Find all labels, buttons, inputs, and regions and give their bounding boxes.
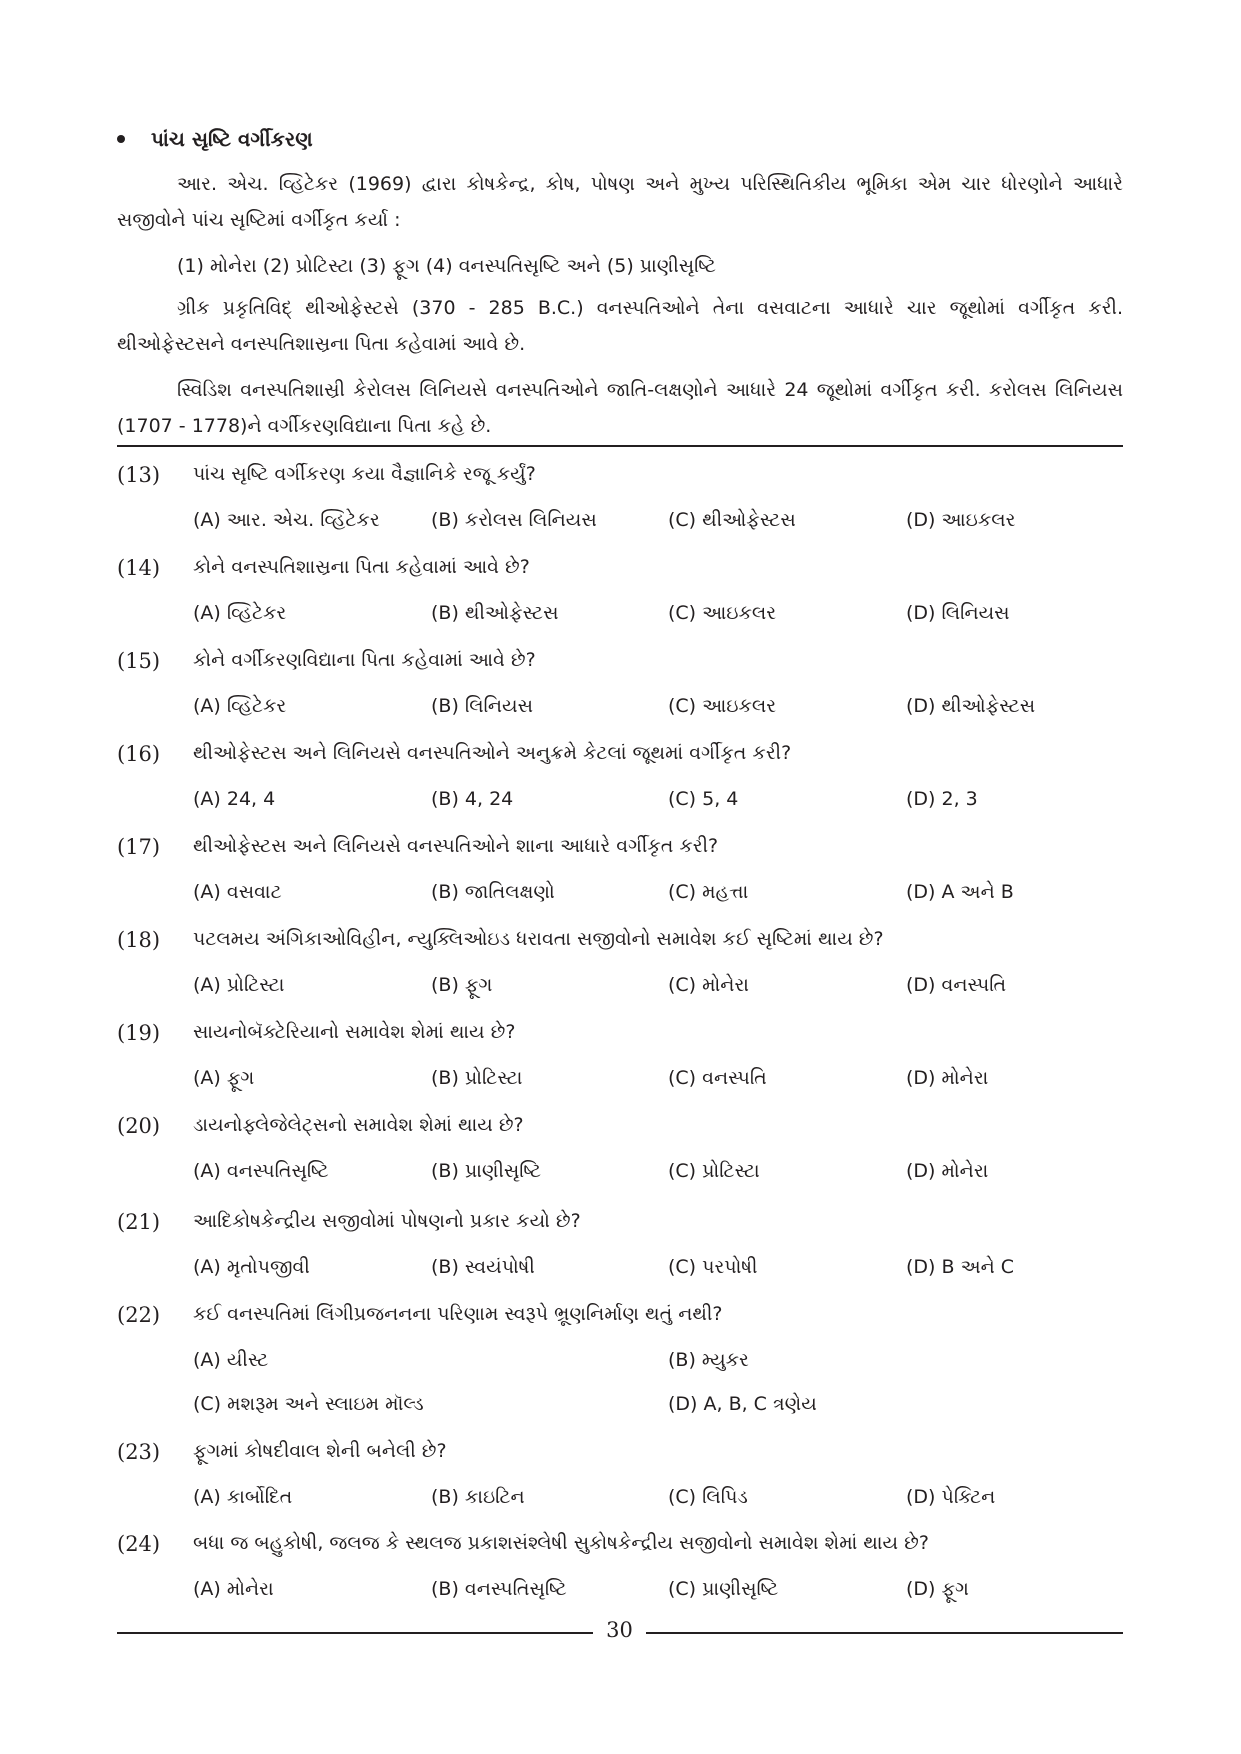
option-d: (D) મોનેરા: [906, 1160, 989, 1182]
option-d: (D) વનસ્પતિ: [906, 974, 1007, 996]
option-a: (A) વ્હિટેકર: [193, 695, 287, 717]
option-d: (D) પેક્ટિન: [906, 1486, 996, 1508]
option-c: (C) આઇકલર: [668, 695, 777, 717]
question-22: [117, 1303, 1123, 1439]
option-a: (A) મૃતોપજીવી: [193, 1256, 310, 1278]
question-18: [117, 928, 1123, 1020]
option-c: (C) મહત્તા: [668, 881, 749, 903]
option-a: (A) 24, 4: [193, 788, 276, 810]
question-text: સાયનોબૅક્ટેરિયાનો સમાવેશ શેમાં થાય છે?: [193, 1021, 516, 1043]
question-number: (17): [117, 835, 161, 859]
option-d: (D) A, B, C ત્રણેય: [668, 1393, 817, 1415]
option-a: (A) ફૂગ: [193, 1067, 255, 1089]
option-b: (B) જાતિલક્ષણો: [431, 881, 555, 903]
question-number: (16): [117, 742, 161, 766]
question-text: ડાયનોફ્લેજેલેટ્સનો સમાવેશ શેમાં થાય છે?: [193, 1114, 524, 1136]
option-d: (D) લિનિયસ: [906, 602, 1010, 624]
option-c: (C) પ્રોટિસ્ટા: [668, 1160, 760, 1182]
option-c: (C) મોનેરા: [668, 974, 749, 996]
option-c: (C) થીઓફેસ્ટસ: [668, 509, 796, 531]
question-text: પાંચ સૃષ્ટિ વર્ગીકરણ કયા વૈજ્ઞાનિકે રજૂ કર્યું?: [193, 463, 536, 485]
question-14: [117, 556, 1123, 648]
option-d: (D) 2, 3: [906, 788, 978, 810]
question-17: [117, 835, 1123, 927]
option-b: (B) વનસ્પતિસૃષ્ટિ: [431, 1578, 567, 1600]
option-a: (A) મોનેરા: [193, 1578, 274, 1600]
question-text: થીઓફેસ્ટસ અને લિનિયસે વનસ્પતિઓને શાના આધારે વર્ગીકૃત કરી?: [193, 835, 719, 857]
question-16: [117, 742, 1123, 834]
option-b: (B) સ્વયંપોષી: [431, 1256, 535, 1278]
option-a: (A) વનસ્પતિસૃષ્ટિ: [193, 1160, 329, 1182]
option-c: (C) વનસ્પતિ: [668, 1067, 767, 1089]
option-c: (C) આઇકલર: [668, 602, 777, 624]
question-text: ફૂગમાં કોષદીવાલ શેની બનેલી છે?: [193, 1440, 447, 1462]
option-b: (B) કરોલસ લિનિયસ: [431, 509, 597, 531]
option-a: (A) વ્હિટેકર: [193, 602, 287, 624]
paragraph-whittaker: આર. એચ. વ્હિટેકર (1969) દ્વારા કોષકેન્દ્ર, કોષ, પોષણ અને મુખ્ય પરિસ્થિતિકીય ભૂમિકા એમ ચાર ધોરણોને આધારે સજીવોને પાંચ સૃષ્ટિમાં વર્ગીકૃત કર્યા :: [117, 173, 1123, 231]
option-b: (B) 4, 24: [431, 788, 514, 810]
option-b: (B) પ્રાણીસૃષ્ટિ: [431, 1160, 542, 1182]
option-b: (B) લિનિયસ: [431, 695, 533, 717]
question-number: (15): [117, 649, 161, 673]
option-c: (C) લિપિડ: [668, 1486, 748, 1508]
question-number: (18): [117, 928, 161, 952]
question-15: [117, 649, 1123, 741]
question-text: કોને વનસ્પતિશાસ્રના પિતા કહેવામાં આવે છે?: [193, 556, 530, 578]
paragraph-linnaeus: સ્વિડિશ વનસ્પતિશાસ્રી કેરોલસ લિનિયસે વનસ્પતિઓને જાતિ-લક્ષણોને આધારે 24 જૂથોમાં વર્ગીકૃત કરી. કરોલસ લિનિયસ (1707 - 1778)ને વર્ગીકરણવિદ્યાના પિતા કહે છે.: [117, 379, 1123, 437]
question-text: પટલમય અંગિકાઓવિહીન, ન્યુક્લિઓઇડ ધરાવતા સજીવોનો સમાવેશ કઈ સૃષ્ટિમાં થાય છે?: [193, 928, 884, 950]
option-d: (D) આઇકલર: [906, 509, 1016, 531]
option-c: (C) મશરૂમ અને સ્લાઇમ મૉલ્ડ: [193, 1393, 424, 1415]
option-b: (B) થીઓફેસ્ટસ: [431, 602, 559, 624]
option-a: (A) વસવાટ: [193, 881, 282, 903]
option-a: (A) યીસ્ટ: [193, 1349, 269, 1371]
question-23: [117, 1440, 1123, 1532]
option-d: (D) મોનેરા: [906, 1067, 989, 1089]
option-d: (D) A અને B: [906, 881, 1014, 903]
option-b: (B) ફૂગ: [431, 974, 493, 996]
question-20: [117, 1114, 1123, 1206]
question-text: થીઓફેસ્ટસ અને લિનિયસે વનસ્પતિઓને અનુક્રમે કેટલાં જૂથમાં વર્ગીકૃત કરી?: [193, 742, 792, 764]
question-text: આદિકોષકેન્દ્રીય સજીવોમાં પોષણનો પ્રકાર કયો છે?: [193, 1210, 581, 1232]
question-number: (21): [117, 1210, 161, 1234]
question-number: (14): [117, 556, 161, 580]
bullet-icon: [117, 135, 125, 143]
question-19: [117, 1021, 1123, 1113]
question-text: બધા જ બહુકોષી, જલજ કે સ્થલજ પ્રકાશસંશ્લેષી સુકોષકેન્દ્રીય સજીવોનો સમાવેશ શેમાં થાય છે?: [193, 1532, 929, 1554]
question-text: કઈ વનસ્પતિમાં લિંગીપ્રજનનના પરિણામ સ્વરૂપે ભ્રૂણનિર્માણ થતું નથી?: [193, 1303, 723, 1325]
question-number: (20): [117, 1114, 161, 1138]
section-heading: [117, 127, 313, 151]
option-a: (A) પ્રોટિસ્ટા: [193, 974, 285, 996]
page-number: 30: [606, 1618, 633, 1642]
footer-rule-left: [117, 1632, 593, 1634]
question-21: [117, 1210, 1123, 1302]
option-d: (D) B અને C: [906, 1256, 1015, 1278]
section-divider: [117, 445, 1123, 447]
question-number: (13): [117, 463, 161, 487]
option-d: (D) થીઓફેસ્ટસ: [906, 695, 1036, 717]
option-c: (C) પ્રાણીસૃષ્ટિ: [668, 1578, 779, 1600]
question-13: [117, 463, 1123, 555]
option-c: (C) પરપોષી: [668, 1256, 758, 1278]
option-b: (B) મ્યુકર: [668, 1349, 749, 1371]
option-a: (A) કાર્બોદિત: [193, 1486, 293, 1508]
option-c: (C) 5, 4: [668, 788, 739, 810]
paragraph-theophrastus: ગ્રીક પ્રકૃતિવિદ્ થીઓફેસ્ટસે (370 - 285 B.C.) વનસ્પતિઓને તેના વસવાટના આધારે ચાર જૂથોમાં વર્ગીકૃત કરી. થીઓફેસ્ટસને વનસ્પતિશાસ્રના પિતા કહેવામાં આવે છે.: [117, 297, 1123, 355]
question-number: (23): [117, 1440, 161, 1464]
section-heading-text: પાંચ સૃષ્ટિ વર્ગીકરણ: [151, 127, 313, 151]
paragraph-kingdoms: (1) મોનેરા (2) પ્રોટિસ્ટા (3) ફૂગ (4) વનસ્પતિસૃષ્ટિ અને (5) પ્રાણીસૃષ્ટિ: [177, 255, 716, 277]
option-b: (B) પ્રોટિસ્ટા: [431, 1067, 523, 1089]
option-a: (A) આર. એચ. વ્હિટેકર: [193, 509, 380, 531]
question-number: (22): [117, 1303, 161, 1327]
question-text: કોને વર્ગીકરણવિદ્યાના પિતા કહેવામાં આવે છે?: [193, 649, 536, 671]
footer-rule-right: [646, 1632, 1123, 1634]
option-b: (B) કાઇટિન: [431, 1486, 525, 1508]
question-24: [117, 1532, 1123, 1624]
question-number: (19): [117, 1021, 161, 1045]
option-d: (D) ફૂગ: [906, 1578, 969, 1600]
question-number: (24): [117, 1532, 161, 1556]
